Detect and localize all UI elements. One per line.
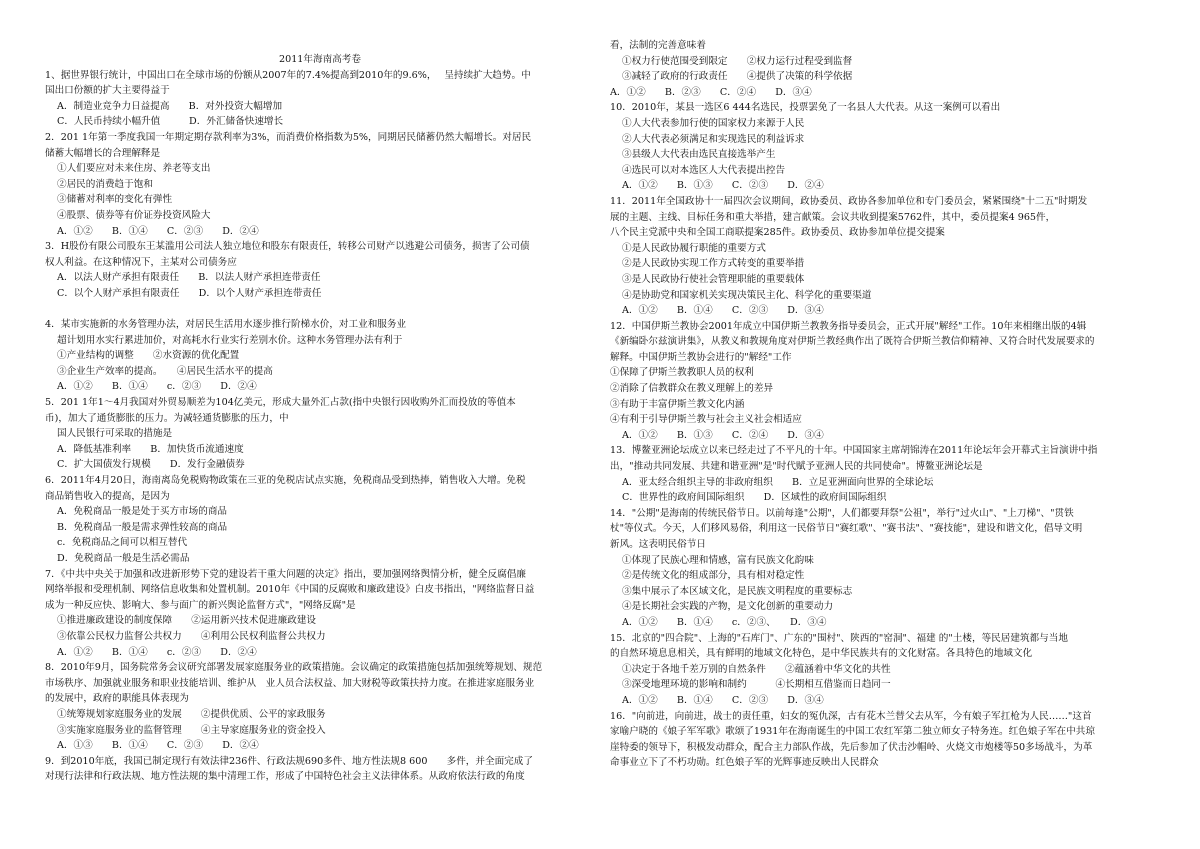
text-line: C．扩大国债发行规模 D．发行金融债券 (57, 459, 245, 471)
text-line: ③是人民政协行使社会管理职能的重要载体 (622, 273, 805, 285)
text-line: ①人们要应对未来住房、养老等支出 (57, 163, 211, 175)
text-line: C．以个人财产承担有限责任 D．以个人财产承担连带责任 (57, 287, 322, 299)
text-line: 国人民银行可采取的措施是 (57, 428, 173, 440)
text-line: 11．2011年全国政协十一届四次会议期间，政协委员、政协各参加单位和专门委员会，紧紧围绕"十二五"时期发 (610, 195, 1088, 207)
text-line: ③实施家庭服务业的监督管理 ④主导家庭服务业的资金投入 (57, 724, 326, 736)
text-line: A．①② B．②③ C．②④ D．③④ (610, 86, 812, 98)
text-line: 出，"推动共同发展、共建和谐亚洲"是"时代赋予亚洲人民的共同使命"。博鳌亚洲论坛是 (610, 461, 983, 473)
text-line: 2．201 1年第一季度我国一年期定期存款利率为3%，而消费价格指数为5%，同期居民储蓄仍然大幅增长。对居民 (45, 131, 532, 143)
text-line: ③企业生产效率的提高。 ④居民生活水平的提高 (57, 365, 273, 377)
text-line: 储蓄大幅增长的合理解释是 (45, 147, 161, 159)
text-line: 9．到2010年底，我国已制定现行有效法律236件、行政法规690多件、地方性法规8 600 多件，并全面完成了 (45, 755, 533, 767)
text-line: A．①② B．①③ C．②④ D．③④ (622, 429, 824, 441)
text-line: ③县级人大代表由选民直接选举产生 (622, 149, 776, 161)
left-column (45, 52, 595, 785)
text-line: ③有助于丰富伊斯兰教文化内涵 (610, 398, 745, 410)
text-line: 5．201 1年1～4月我国对外贸易顺差为104亿美元，形成大量外汇占款(指中央银行因收购外汇而投放的等值本 (45, 397, 516, 409)
text-line: A．①② B．①④ C．②③ D．③④ (622, 694, 824, 706)
text-line: ②是人民政协实现工作方式转变的重要举措 (622, 258, 805, 270)
text-line: A．①② B．①④ c．②③ D．②④ (57, 646, 257, 658)
text-line: 看，法制的完善意味着 (610, 40, 706, 51)
right-question-list (610, 38, 1180, 771)
text-line: ①体现了民族心理和情感，富有民族文化韵味 (622, 554, 814, 566)
text-line: 10．2010年，某县一选区6 444名选民，投票罢免了一名县人大代表。从这一案例可以看出 (610, 102, 1001, 114)
text-line: ③减轻了政府的行政责任 ④提供了决策的科学依据 (622, 71, 853, 83)
text-line: 16．"向前进，向前进，战士的责任重，妇女的冤仇深，古有花木兰替父去从军，今有娘子军扛枪为人民……"这首 (610, 710, 1092, 722)
text-line: ④股票、债券等有价证券投资风险大 (57, 209, 211, 221)
text-line: ②是传统文化的组成部分，具有相对稳定性 (622, 570, 805, 582)
text-line: ③集中展示了本区域文化，是民族文明程度的重要标志 (622, 585, 853, 597)
text-line: ②消除了信教群众在教义理解上的差异 (610, 383, 774, 395)
text-line: ④有利于引导伊斯兰教与社会主义社会相适应 (610, 414, 802, 426)
text-line: 家喻户晓的《娘子军军歌》歌颂了1931年在海南诞生的中国工农红军第二独立师女子特务连。红色娘子军在中共琼 (610, 726, 1095, 738)
text-line: 命事业立下了不朽功勋。红色娘子军的光辉事迹反映出人民群众 (610, 757, 879, 769)
text-line: A．亚太经合组织主导的非政府组织 B．立足亚洲面向世界的全球论坛 (622, 476, 934, 488)
text-line: ①保障了伊斯兰教教职人员的权利 (610, 367, 754, 379)
text-line: A．①③ B．①④ C．②③ D．②④ (57, 740, 259, 752)
text-line: D．免税商品一般是生活必需品 (57, 553, 190, 564)
text-line: A．①② B．①④ C．②③ D．②④ (57, 225, 259, 237)
text-line: ③依靠公民权力监督公共权力 ④利用公民权利监督公共权力 (57, 630, 326, 642)
text-line: A．①② B．①④ c．②③、 D．③④ (622, 616, 827, 628)
text-line: 1、据世界银行统计，中国出口在全球市场的份额从2007年的7.4%提高到2010年的9.6%， 呈持续扩大趋势。中 (45, 69, 531, 81)
text-line: ①权力行使范围受到限定 ②权力运行过程受到监督 (622, 55, 853, 67)
text-line (45, 302, 595, 318)
text-line: ①人大代表参加行使的国家权力来源于人民 (622, 117, 805, 129)
text-line: 4．某市实施新的水务管理办法，对居民生活用水逐步推行阶梯水价，对工业和服务业 (45, 319, 407, 331)
text-line: C．人民币持续小幅升值 D．外汇储备快速增长 (57, 116, 284, 128)
text-line: 8．2010年9月，国务院常务会议研究部署发展家庭服务业的政策措施。会议确定的政策措施包括加强统筹规划、规范 (45, 662, 543, 674)
text-line: 币)，加大了通货膨胀的压力。为减轻通货膨胀的压力，中 (45, 412, 289, 424)
text-line: ①统筹规划家庭服务业的发展 ②提供优质、公平的家政服务 (57, 708, 326, 720)
text-line: ④是协助党和国家机关实现决策民主化、科学化的重要渠道 (622, 289, 872, 301)
text-line: 14．"公期"是海南的传统民俗节日。以前每逢"公期"，人们都要拜祭"公祖"，举行"过火山"、"上刀梯"、"贯铁 (610, 507, 1074, 519)
text-line: 3．H股份有限公司股东王某滥用公司法人独立地位和股东有限责任，转移公司财产以逃避公司债务，损害了公司债 (45, 241, 530, 253)
text-line: ②人大代表必须满足和实现选民的利益诉求 (622, 133, 805, 145)
text-line: 新风。这表明民俗节日 (610, 539, 706, 550)
text-line: 成为一种反应快、影响大、参与面广的新兴舆论监督方式"，"网络反腐"是 (45, 599, 356, 611)
right-column (610, 38, 1180, 771)
text-line: ②居民的消费趋于饱和 (57, 178, 153, 190)
text-line: 解释。中国伊斯兰教协会进行的"解经"工作 (610, 351, 792, 363)
text-line: A．①② B．①③ C．②③ D．②④ (622, 180, 824, 192)
text-line: ①决定于各地千差万别的自然条件 ②蕴涵着中华文化的共性 (622, 663, 891, 675)
text-line: A．①② B．①④ C．②③ D．③④ (622, 305, 824, 317)
text-line: 对现行法律和行政法规、地方性法规的集中清理工作，形成了中国特色社会主义法律体系。从政府依法行政的角度 (45, 771, 525, 783)
text-line: 国出口份额的扩大主要得益于 (45, 85, 170, 97)
text-line: 超计划用水实行累进加价，对高耗水行业实行差别水价。这种水务管理办法有利于 (57, 334, 403, 346)
text-line: C．世界性的政府间国际组织 D．区域性的政府间国际组织 (622, 492, 887, 504)
text-line: ④是长期社会实践的产物，是文化创新的重要动力 (622, 601, 834, 613)
text-line: 权人利益。在这种情况下，主某对公司债务应 (45, 256, 237, 268)
text-line: A．以法人财产承担有限责任 B．以法人财产承担连带责任 (57, 272, 321, 284)
text-line: 15．北京的"四合院"、上海的"石库门"、广东的"围村"、陕西的"窑洞"、福建 的"土楼，等民居建筑都与当地 (610, 632, 1068, 644)
text-line: 7．《中共中央关于加强和改进新形势下党的建设若干重大问题的决定》指出，要加强网络舆情分析，健全反腐倡廉 (45, 568, 526, 580)
left-question-list (45, 68, 595, 785)
text-line: 网络举报和受理机制、网络信息收集和处置机制。2010年《中国的反腐败和廉政建设》白皮书指出，"网络监督日益 (45, 584, 535, 596)
text-line: ③深受地理环境的影响和制约 ④长期相互借鉴而日趋同一 (622, 679, 891, 691)
text-line: 《新编卧尔兹演讲集》，从教义和教规角度对伊斯兰教经典作出了既符合伊斯兰教信仰精神、又符合时代发展要求的 (610, 336, 1095, 348)
text-line: ①推进廉政建设的制度保障 ②运用新兴技术促进廉政建设 (57, 615, 317, 627)
text-line: A．①② B．①④ c．②③ D．②④ (57, 381, 257, 393)
text-line: 的发展中，政府的职能具体表现为 (45, 693, 189, 705)
text-line: A．免税商品一般是处于买方市场的商品 (57, 506, 228, 518)
text-line: ③储蓄对利率的变化有弹性 (57, 194, 173, 206)
text-line: 崖特委的领导下，积极发动群众，配合主力部队作战，先后参加了伏击沙帽岭、火烧文市炮楼等50多场战斗，为革 (610, 741, 1093, 753)
text-line: 12．中国伊斯兰教协会2001年成立中国伊斯兰教教务指导委员会，正式开展"解经"工作。10年来相继出版的4辑 (610, 320, 1087, 332)
text-line: 6．2011年4月20日，海南离岛免税购物政策在三亚的免税店试点实施，免税商品受到热捧，销售收入大增。免税 (45, 475, 526, 487)
text-line: 13．博鳌亚洲论坛成立以来已经走过了不平凡的十年。中国国家主席胡锦涛在2011年论坛年会开幕式主旨演讲中指 (610, 445, 1098, 457)
text-line: 八个民主党派中央和全国工商联提案285件。政协委员、政协参加单位提交提案 (610, 227, 945, 239)
text-line: A．降低基准利率 B．加快货币流通速度 (57, 443, 244, 455)
page-title: 2011年海南高考卷 (279, 54, 361, 65)
text-line: 的自然环境息息相关，具有鲜明的地域文化特色，是中华民族共有的文化财富。各具特色的地域文化 (610, 648, 1033, 660)
text-line: A．制造业竞争力日益提高 B．对外投资大幅增加 (57, 100, 283, 112)
text-line: ①产业结构的调整 ②水资源的优化配置 (57, 350, 240, 362)
text-line: B．免税商品一般是需求弹性较高的商品 (57, 521, 228, 533)
text-line: 展的主题、主线、目标任务和重大举措，建言献策。会议共收到提案5762件，其中，委员提案4 965件， (610, 211, 1056, 223)
text-line: 杖"等仪式。今天，人们移风易俗，利用这一民俗节日"赛红歌"、"赛书法"、"赛技能"，建设和谐文化，倡导文明 (610, 523, 1083, 535)
text-line: ④选民可以对本选区人大代表提出控告 (622, 164, 786, 176)
text-line: c．免税商品之间可以相互替代 (57, 537, 188, 549)
text-line: ①是人民政协履行职能的重要方式 (622, 242, 766, 254)
text-line: 市场秩序、加强就业服务和职业技能培训、维护从 业人员合法权益、加大财税等政策扶持力度。在推进家庭服务业 (45, 677, 535, 689)
text-line: 商品销售收入的提高，是因为 (45, 490, 170, 502)
